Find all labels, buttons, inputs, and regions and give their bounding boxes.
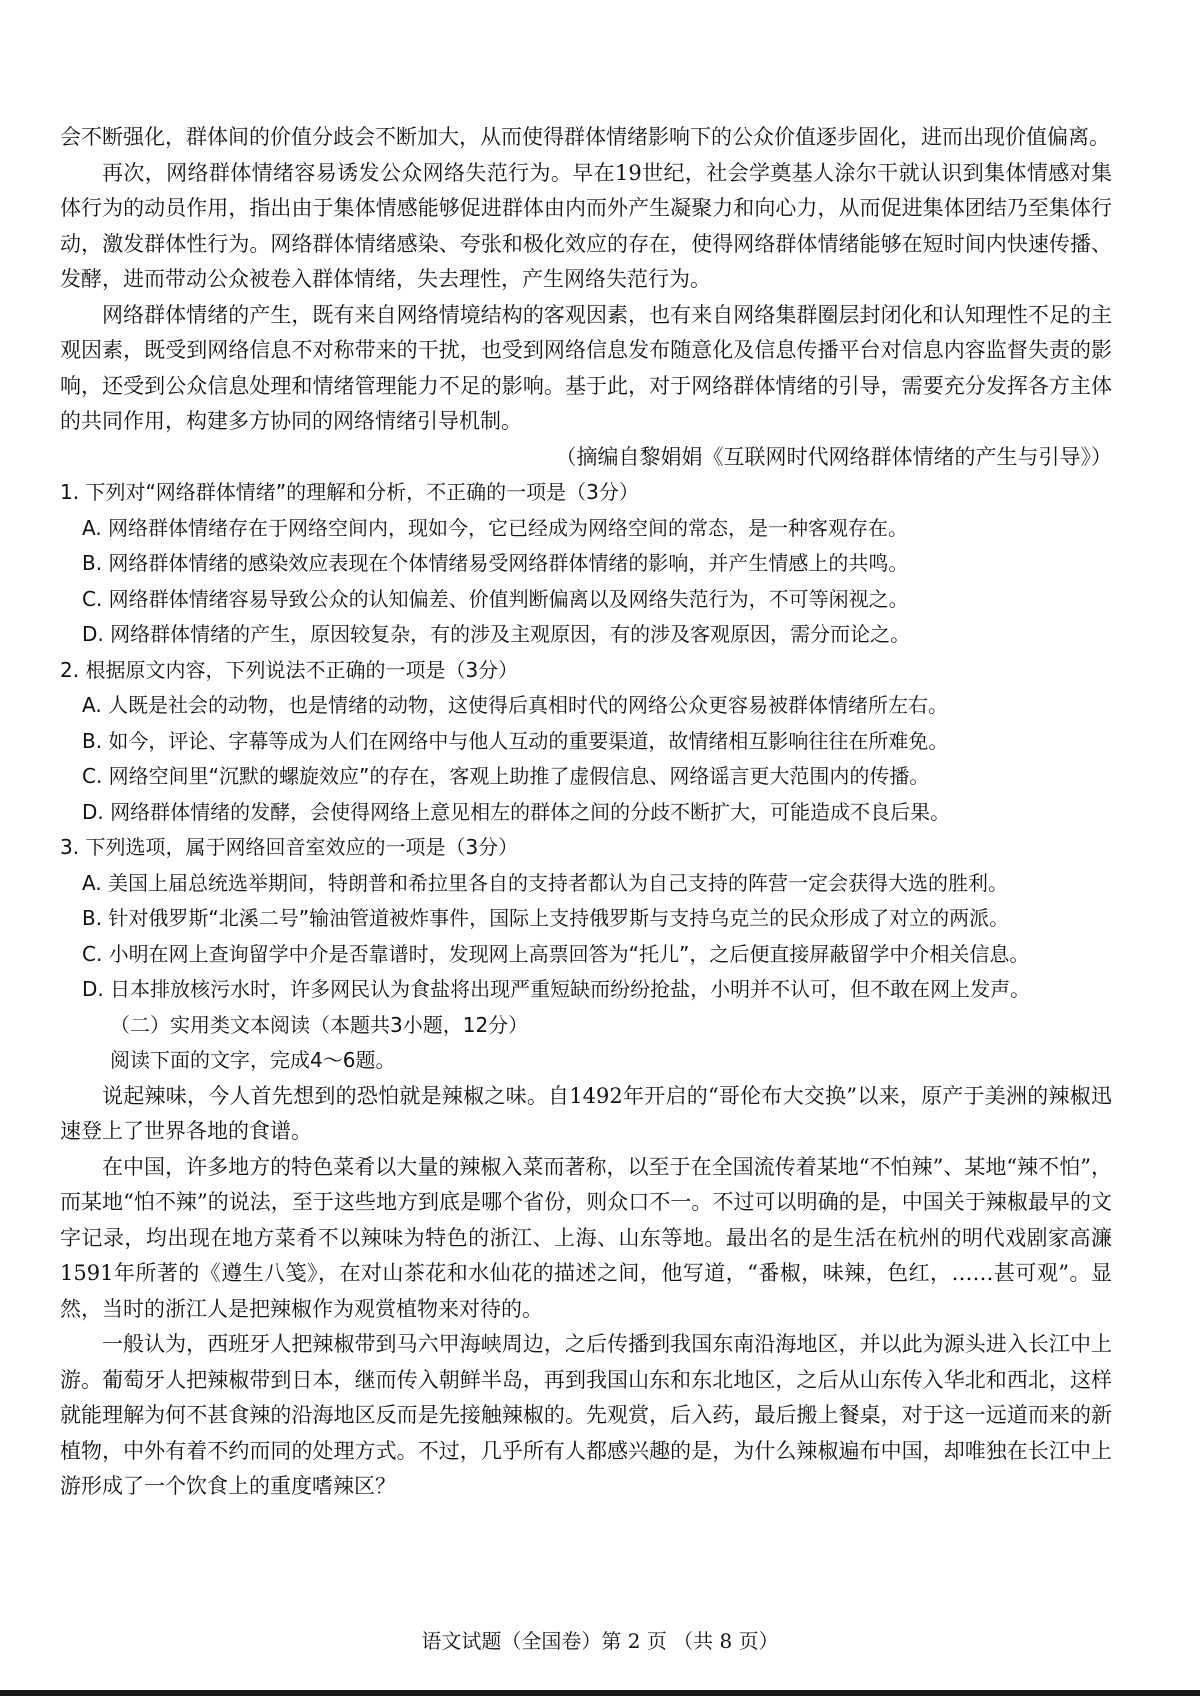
question-stem: 1. 下列对“网络群体情绪”的理解和分析，不正确的一项是（3分）: [60, 480, 639, 504]
question-stem: 3. 下列选项，属于网络回音室效应的一项是（3分）: [60, 835, 519, 859]
passage-paragraph: 在中国，许多地方的特色菜肴以大量的辣椒入菜而著称，以至于在全国流传着某地“不怕辣”、某地“辣不怕”，而某地“怕不辣”的说法，至于这些地方到底是哪个省份，则众口不一。不过可以明确的是，中国关于辣椒最早的文字记录，均出现在地方菜肴不以辣味为特色的浙江、上海、山东等地。最出名的是生活在杭州的明代戏剧家高濂1591年所著的《遵生八笺》，在对山茶花和水仙花的描述之间，他写道，“番椒，味辣，色红，……甚可观”。显然，当时的浙江人是把辣椒作为观赏植物来对待的。: [60, 1154, 1112, 1321]
question-option: A. 人既是社会的动物，也是情绪的动物，这使得后真相时代的网络公众更容易被群体情绪所左右。: [82, 693, 949, 717]
question-stem: 2. 根据原文内容，下列说法不正确的一项是（3分）: [60, 657, 519, 682]
page-footer: 语文试题（全国卷）第 2 页 （共 8 页）: [421, 1629, 779, 1653]
question-option: A. 美国上届总统选举期间，特朗普和希拉里各自的支持者都认为自己支持的阵营一定会获得大选的胜利。: [82, 870, 1009, 895]
passage-paragraph: 网络群体情绪的产生，既有来自网络情境结构的客观因素，也有来自网络集群圈层封闭化和认知理性不足的主观因素，既受到网络信息不对称带来的干扰，也受到网络信息发布随意化及信息传播平台对信息内容监督失责的影响，还受到公众信息处理和情绪管理能力不足的影响。基于此，对于网络群体情绪的引导，需要充分发挥各方主体的共同作用，构建多方协同的网络情绪引导机制。: [60, 302, 1112, 433]
question-1: [60, 475, 1112, 653]
section-heading: （二）实用类文本阅读（本题共3小题，12分）: [110, 1012, 529, 1037]
question-option: B. 如今，评论、字幕等成为人们在网络中与他人互动的重要渠道，故情绪相互影响往往在所难免。: [82, 728, 949, 753]
question-3: [60, 830, 1112, 1008]
passage-paragraph: 说起辣味，今人首先想到的恐怕就是辣椒之味。自1492年开启的“哥伦布大交换”以来，原产于美洲的辣椒迅速登上了世界各地的食谱。: [60, 1083, 1112, 1143]
question-option: D. 网络群体情绪的发酵，会使得网络上意见相左的群体之间的分歧不断扩大，可能造成不良后果。: [82, 799, 951, 824]
passage-paragraph: 会不断强化，群体间的价值分歧会不断加大，从而使得群体情绪影响下的公众价值逐步固化，进而出现价值偏离。: [60, 125, 1110, 149]
question-option: B. 针对俄罗斯“北溪二号”输油管道被炸事件，国际上支持俄罗斯与支持乌克兰的民众形成了对立的两派。: [82, 906, 1010, 930]
section-instruction: 阅读下面的文字，完成4～6题。: [110, 1048, 396, 1072]
question-option: C. 网络群体情绪容易导致公众的认知偏差、价值判断偏离以及网络失范行为，不可等闲视之。: [82, 586, 909, 611]
passage-paragraph: 再次，网络群体情绪容易诱发公众网络失范行为。早在19世纪，社会学奠基人涂尔干就认识到集体情感对集体行为的动员作用，指出由于集体情感能够促进群体由内而外产生凝聚力和向心力，从而促进集体团结乃至集体行动，激发群体性行为。网络群体情绪感染、夸张和极化效应的存在，使得网络群体情绪能够在短时间内快速传播、发酵，进而带动公众被卷入群体情绪，失去理性，产生网络失范行为。: [60, 160, 1112, 291]
question-option: D. 日本排放核污水时，许多网民认为食盐将出现严重短缺而纷纷抢盐，小明并不认可，但不敢在网上发声。: [82, 977, 1031, 1001]
passage-source: （摘编自黎娟娟《互联网时代网络群体情绪的产生与引导》）: [555, 444, 1112, 469]
question-option: D. 网络群体情绪的产生，原因较复杂，有的涉及主观原因，有的涉及客观原因，需分而论之。: [82, 622, 911, 646]
question-option: A. 网络群体情绪存在于网络空间内，现如今，它已经成为网络空间的常态，是一种客观存在。: [82, 515, 909, 540]
question-option: C. 网络空间里“沉默的螺旋效应”的存在，客观上助推了虚假信息、网络谣言更大范围内的传播。: [82, 764, 930, 788]
question-option: B. 网络群体情绪的感染效应表现在个体情绪易受网络群体情绪的影响，并产生情感上的共鸣。: [82, 551, 909, 575]
question-2: [60, 653, 1112, 831]
passage-paragraph: 一般认为，西班牙人把辣椒带到马六甲海峡周边，之后传播到我国东南沿海地区，并以此为源头进入长江中上游。葡萄牙人把辣椒带到日本，继而传入朝鲜半岛，再到我国山东和东北地区，之后从山东传入华北和西北，这样就能理解为何不甚食辣的沿海地区反而是先接触辣椒的。先观赏，后入药，最后搬上餐桌，对于这一远道而来的新植物，中外有着不约而同的处理方式。不过，几乎所有人都感兴趣的是，为什么辣椒遍布中国，却唯独在长江中上游形成了一个饮食上的重度嗜辣区？: [60, 1332, 1112, 1498]
scan-edge-rule: [0, 1690, 1200, 1696]
question-option: C. 小明在网上查询留学中介是否靠谱时，发现网上高票回答为“托儿”，之后便直接屏蔽留学中介相关信息。: [82, 941, 1030, 966]
